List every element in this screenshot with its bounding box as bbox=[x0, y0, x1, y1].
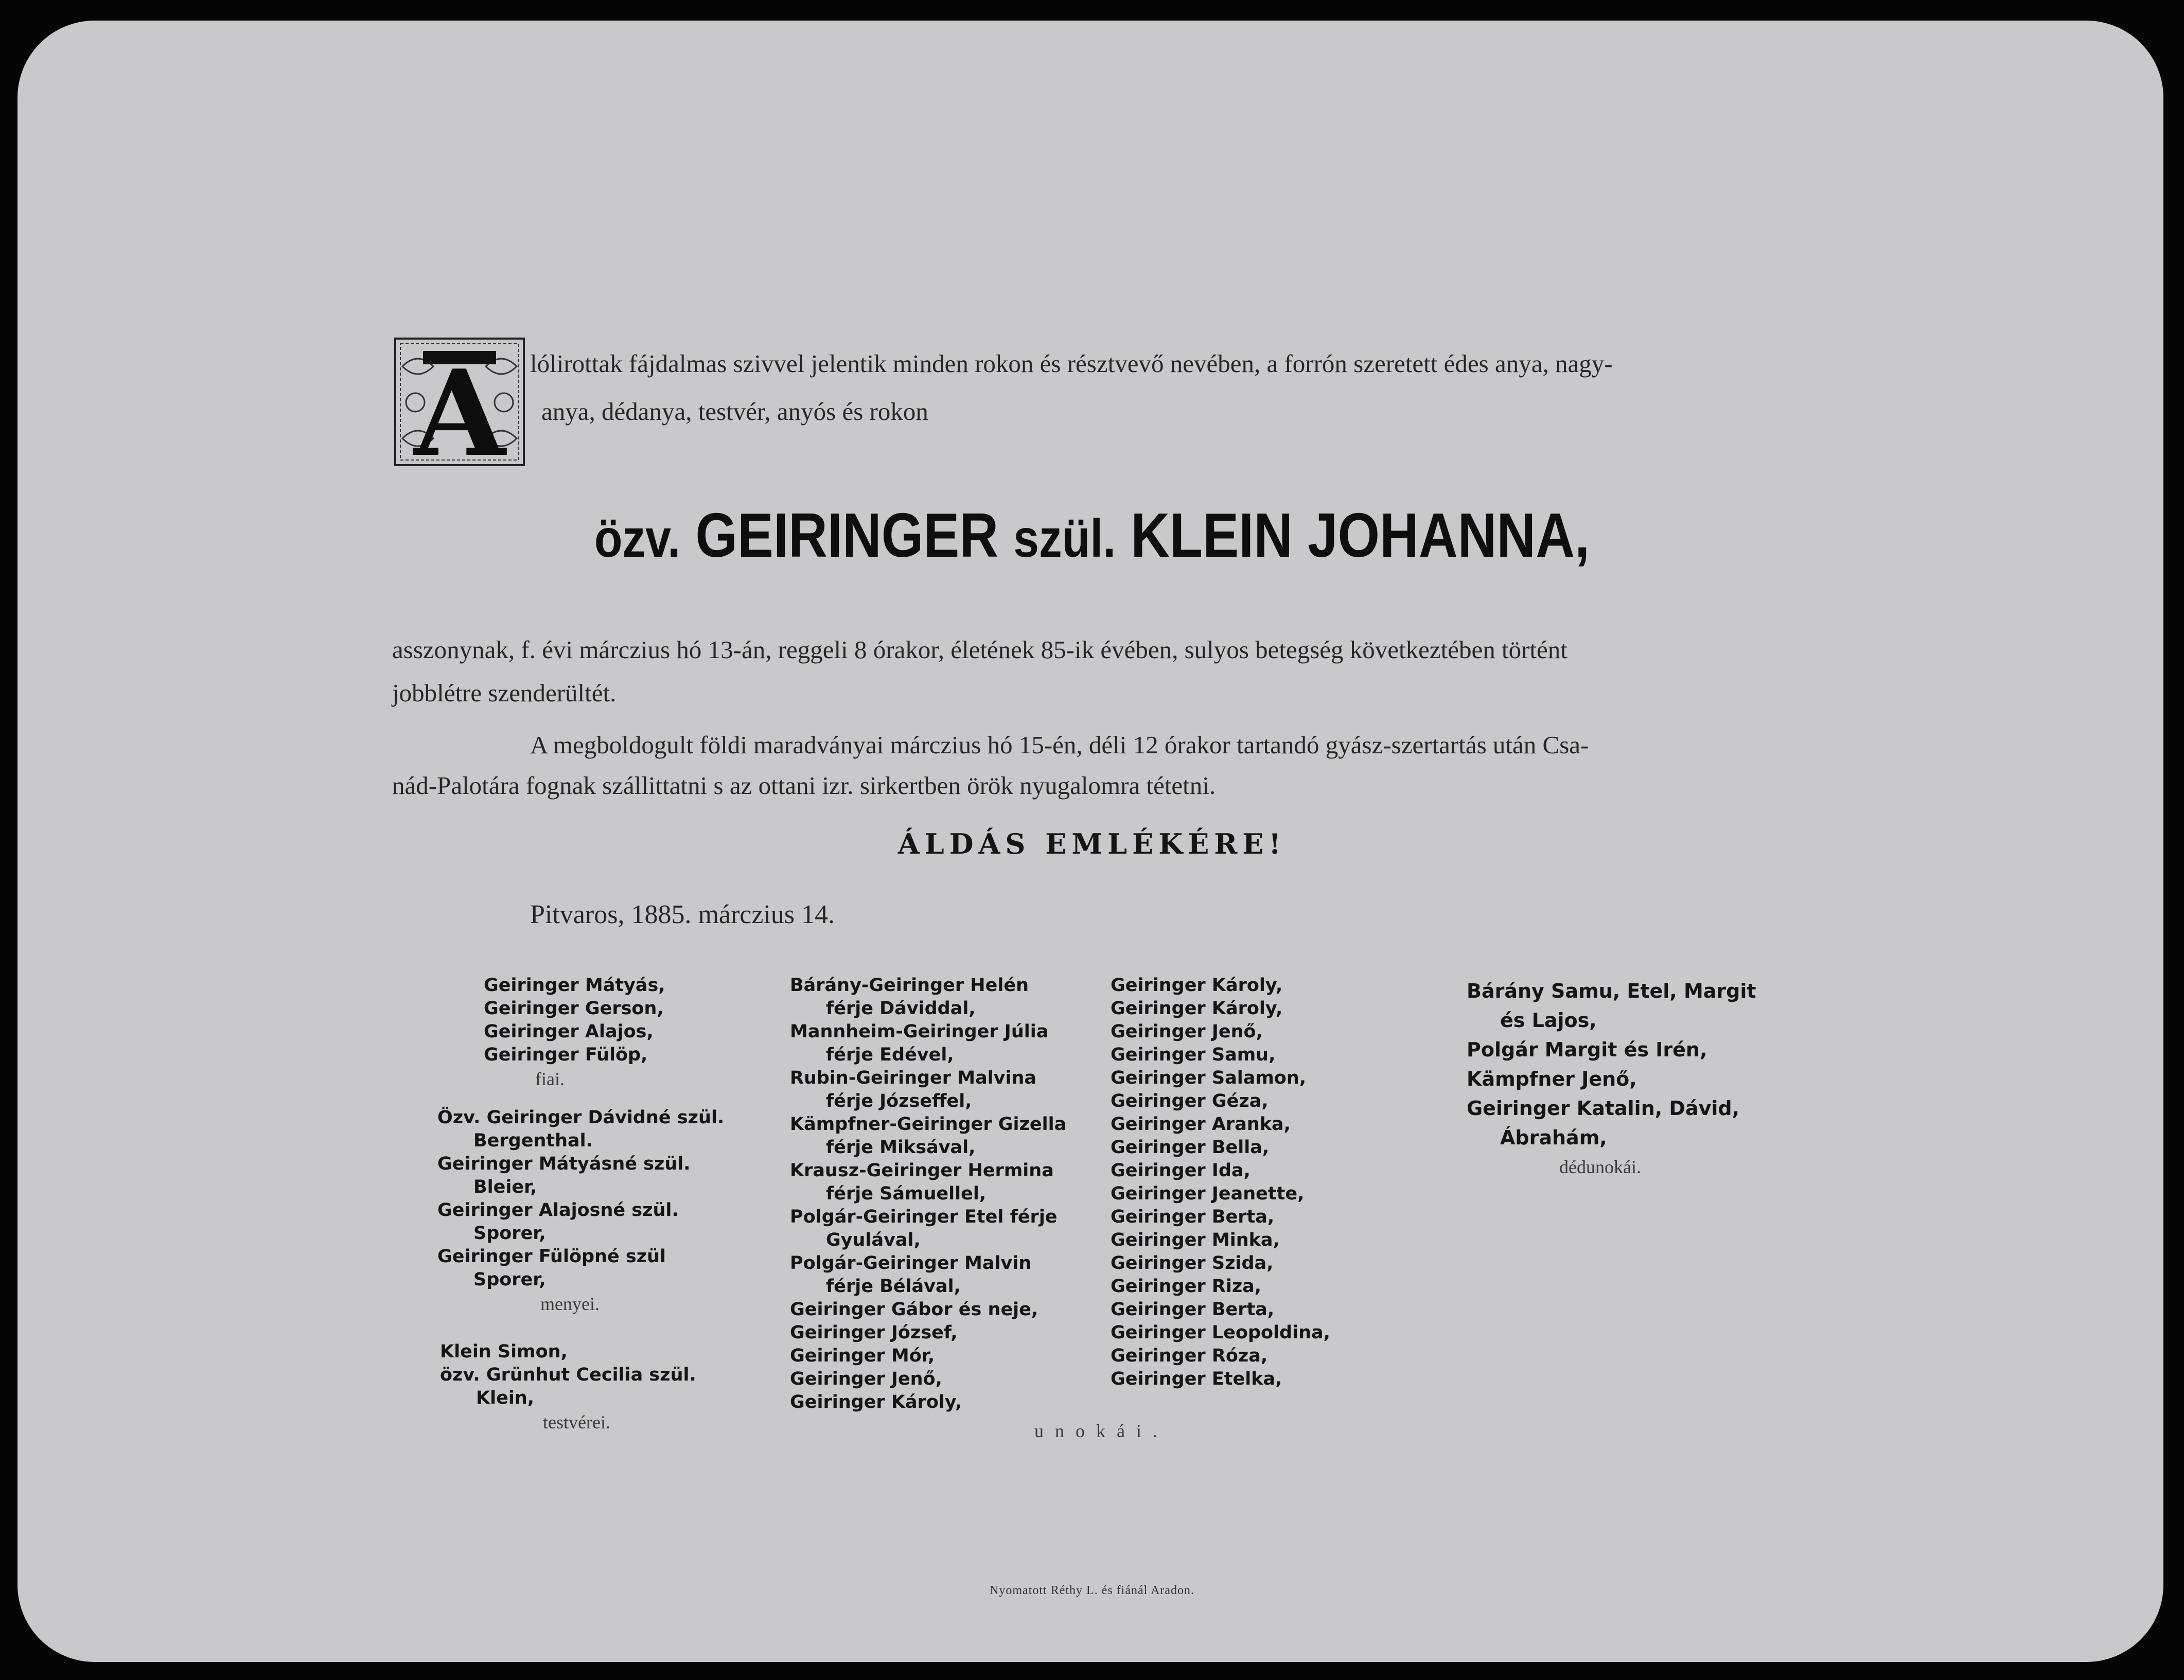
grandchild-line: Geiringer József, bbox=[790, 1322, 958, 1343]
printer-imprint: Nyomatott Réthy L. és fiánál Aradon. bbox=[990, 1584, 1194, 1597]
grandchild-line: Geiringer Ida, bbox=[1111, 1160, 1250, 1181]
great-grandchild-line: Ábrahám, bbox=[1500, 1126, 1607, 1149]
grandchild-line: férje Dáviddal, bbox=[826, 998, 976, 1019]
grandchild-line: férje Sámuellel, bbox=[826, 1183, 987, 1204]
sibling-line: Klein, bbox=[476, 1388, 535, 1408]
grandchild-line: férje Bélával, bbox=[826, 1276, 961, 1297]
grandchild-line: Geiringer Jenő, bbox=[1111, 1021, 1263, 1042]
column-daughters-in-law bbox=[437, 1106, 724, 1316]
great-grandchild-line: Polgár Margit és Irén, bbox=[1467, 1038, 1707, 1061]
daughter-in-law-line: Bergenthal. bbox=[473, 1130, 593, 1151]
great-grandchild-line: és Lajos, bbox=[1500, 1009, 1597, 1032]
grandchild-line: Geiringer Jenő, bbox=[790, 1369, 942, 1389]
daughter-in-law-line: Sporer, bbox=[473, 1223, 546, 1244]
grandchild-line: Krausz-Geiringer Hermina bbox=[790, 1160, 1054, 1181]
grandchild-line: Geiringer Leopoldina, bbox=[1111, 1322, 1330, 1343]
grandchild-line: Geiringer Jeanette, bbox=[1111, 1183, 1305, 1204]
grandchild-line: Geiringer Minka, bbox=[1111, 1230, 1280, 1250]
body-line-2: jobblétre szenderültét. bbox=[392, 679, 617, 707]
blessing: ÁLDÁS EMLÉKÉRE! bbox=[897, 827, 1287, 860]
grandchild-line: Geiringer Károly, bbox=[1111, 975, 1283, 996]
grandchild-line: Geiringer Mór, bbox=[790, 1346, 935, 1366]
grandchild-line: férje Miksával, bbox=[826, 1137, 976, 1158]
place-date: Pitvaros, 1885. márczius 14. bbox=[530, 900, 835, 929]
grandchild-line: Geiringer Károly, bbox=[1111, 998, 1283, 1019]
grandchild-line: Geiringer Berta, bbox=[1111, 1207, 1275, 1227]
grandchild-line: Rubin-Geiringer Malvina bbox=[790, 1068, 1037, 1088]
grandchild-line: férje Edével, bbox=[826, 1045, 954, 1065]
daughter-in-law-line: Bleier, bbox=[473, 1177, 537, 1197]
grandchild-line: Geiringer Róza, bbox=[1111, 1346, 1268, 1366]
grandchild-line: Geiringer Géza, bbox=[1111, 1091, 1269, 1111]
intro-line-2: anya, dédanya, testvér, anyós és rokon bbox=[541, 397, 928, 426]
grandchild-line: Geiringer Riza, bbox=[1111, 1276, 1262, 1297]
initial-letter: A bbox=[413, 344, 506, 468]
grandchild-line: Geiringer Károly, bbox=[790, 1392, 962, 1412]
column-siblings bbox=[440, 1340, 696, 1435]
grandchild-line: Geiringer Etelka, bbox=[1111, 1369, 1282, 1389]
body-line-1: asszonynak, f. évi márczius hó 13-án, reggeli 8 órakor, életének 85-ik évében, sulyos betegség következtében történt bbox=[392, 635, 1567, 664]
grandchild-line: Polgár-Geiringer Malvin bbox=[790, 1253, 1032, 1274]
grandchild-line: Geiringer Szida, bbox=[1111, 1253, 1274, 1274]
grandchild-line: Gyulával, bbox=[826, 1230, 921, 1250]
deceased-name bbox=[153, 499, 2031, 571]
grandchild-line: Polgár-Geiringer Etel férje bbox=[790, 1207, 1058, 1227]
grandchild-line: Geiringer Salamon, bbox=[1111, 1068, 1307, 1088]
body-line-3: A megboldogult földi maradványai márczius hó 15-én, déli 12 órakor tartandó gyász-szertartás után Csa- bbox=[530, 731, 1589, 759]
body-line-4: nád-Palotára fognak szállittatni s az ottani izr. sirkertben örök nyugalomra tétetni. bbox=[392, 771, 1216, 800]
grandchild-line: Geiringer Aranka, bbox=[1111, 1114, 1291, 1135]
intro-line-1: lólirottak fájdalmas szivvel jelentik minden rokon és résztvevő nevében, a forrón szeretett édes anya, nagy- bbox=[530, 349, 1613, 378]
great-grandchild-line: Kämpfner Jenő, bbox=[1467, 1068, 1637, 1090]
great-grandchild-line: Geiringer Katalin, Dávid, bbox=[1467, 1097, 1740, 1120]
grandchild-line: Geiringer Gábor és neje, bbox=[790, 1299, 1038, 1320]
column-grandchildren-2 bbox=[1111, 974, 1330, 1391]
grandchild-line: Geiringer Bella, bbox=[1111, 1137, 1270, 1158]
grandchild-line: Bárány-Geiringer Helén bbox=[790, 975, 1029, 996]
daughter-in-law-line: Geiringer Alajosné szül. bbox=[437, 1200, 679, 1221]
sons-name: Geiringer Fülöp, bbox=[484, 1045, 648, 1065]
grandchild-line: Geiringer Samu, bbox=[1111, 1045, 1276, 1065]
sibling-line: özv. Grünhut Cecilia szül. bbox=[440, 1365, 696, 1385]
grandchild-line: Mannheim-Geiringer Júlia bbox=[790, 1021, 1049, 1042]
ornamental-initial bbox=[392, 335, 527, 468]
sons-name: Geiringer Gerson, bbox=[484, 998, 664, 1019]
daughters-in-law-label: menyei. bbox=[540, 1294, 600, 1314]
grandchildren-label: unokái. bbox=[1034, 1421, 1169, 1441]
name-prefix: özv. bbox=[594, 509, 681, 569]
grandchild-line: Geiringer Berta, bbox=[1111, 1299, 1275, 1320]
name-born: szül. bbox=[1013, 509, 1116, 569]
daughter-in-law-line: Sporer, bbox=[473, 1269, 546, 1290]
column-great-grandchildren bbox=[1467, 977, 1756, 1179]
grandchild-line: Kämpfner-Geiringer Gizella bbox=[790, 1114, 1067, 1135]
sons-name: Geiringer Alajos, bbox=[484, 1021, 654, 1042]
column-sons bbox=[484, 974, 665, 1091]
sibling-line: Klein Simon, bbox=[440, 1341, 568, 1362]
sons-label: fiai. bbox=[535, 1069, 565, 1089]
column-grandchildren-1 bbox=[790, 974, 1066, 1414]
name-maiden: KLEIN JOHANNA, bbox=[1131, 500, 1590, 570]
great-grandchild-line: Bárány Samu, Etel, Margit bbox=[1467, 980, 1756, 1002]
daughter-in-law-line: Geiringer Fülöpné szül bbox=[437, 1246, 666, 1267]
daughter-in-law-line: Özv. Geiringer Dávidné szül. bbox=[437, 1107, 725, 1128]
great-grandchildren-label: dédunokái. bbox=[1559, 1157, 1641, 1177]
grandchild-line: férje Józseffel, bbox=[826, 1091, 972, 1111]
sons-name: Geiringer Mátyás, bbox=[484, 975, 665, 996]
daughter-in-law-line: Geiringer Mátyásné szül. bbox=[437, 1154, 691, 1174]
name-surname: GEIRINGER bbox=[695, 500, 999, 570]
siblings-label: testvérei. bbox=[543, 1412, 610, 1433]
